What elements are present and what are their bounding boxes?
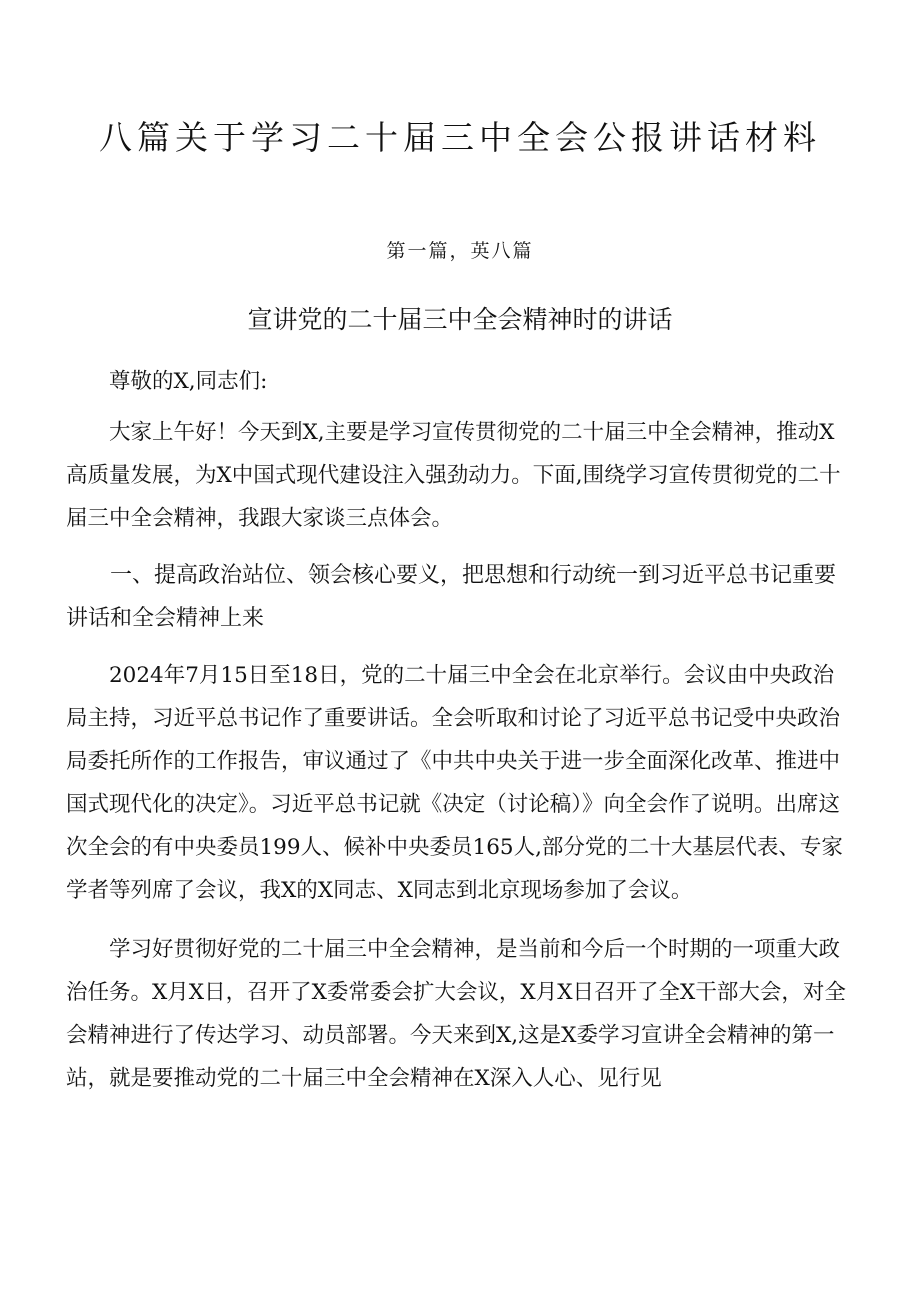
- greeting-paragraph: 大家上午好！今天到X,主要是学习宣传贯彻党的二十届三中全会精神，推动X高质量发展，为X中国式现代建设注入强劲动力。下面,围绕学习宣传贯彻党的二十届三中全会精神，我跟大家谈三点体会。: [66, 420, 841, 531]
- part-label: 第一篇，英八篇: [386, 240, 534, 262]
- speech-title: 宣讲党的二十届三中全会精神时的讲话: [247, 305, 673, 334]
- salutation: 尊敬的X,同志们:: [109, 369, 268, 394]
- body-paragraph: 学习好贯彻好党的二十届三中全会精神，是当前和今后一个时期的一项重大政治任务。X月X日，召开了X委常委会扩大会议，X月X日召开了全X干部大会，对全会精神进行了传达学习、动员部署。今天来到X,这是X委学习宣讲全会精神的第一站，就是要推动党的二十届三中全会精神在X深入人心、见行见: [66, 937, 846, 1091]
- body-paragraph: 2024年7月15日至18日，党的二十届三中全会在北京举行。会议由中央政治局主持，习近平总书记作了重要讲话。全会听取和讨论了习近平总书记受中央政治局委托所作的工作报告，审议通过了《中共中央关于进一步全面深化改革、推进中国式现代化的决定》。习近平总书记就《决定（讨论稿）》向全会作了说明。出席这次全会的有中央委员199人、候补中央委员165人,部分党的二十大基层代表、专家学者等列席了会议，我X的X同志、X同志到北京现场参加了会议。: [66, 663, 843, 903]
- document-body: [66, 360, 854, 1100]
- document-title: 八篇关于学习二十届三中全会公报讲话材料: [99, 118, 821, 157]
- section-heading: 一、提高政治站位、领会核心要义，把思想和行动统一到习近平总书记重要讲话和全会精神上来: [66, 563, 837, 631]
